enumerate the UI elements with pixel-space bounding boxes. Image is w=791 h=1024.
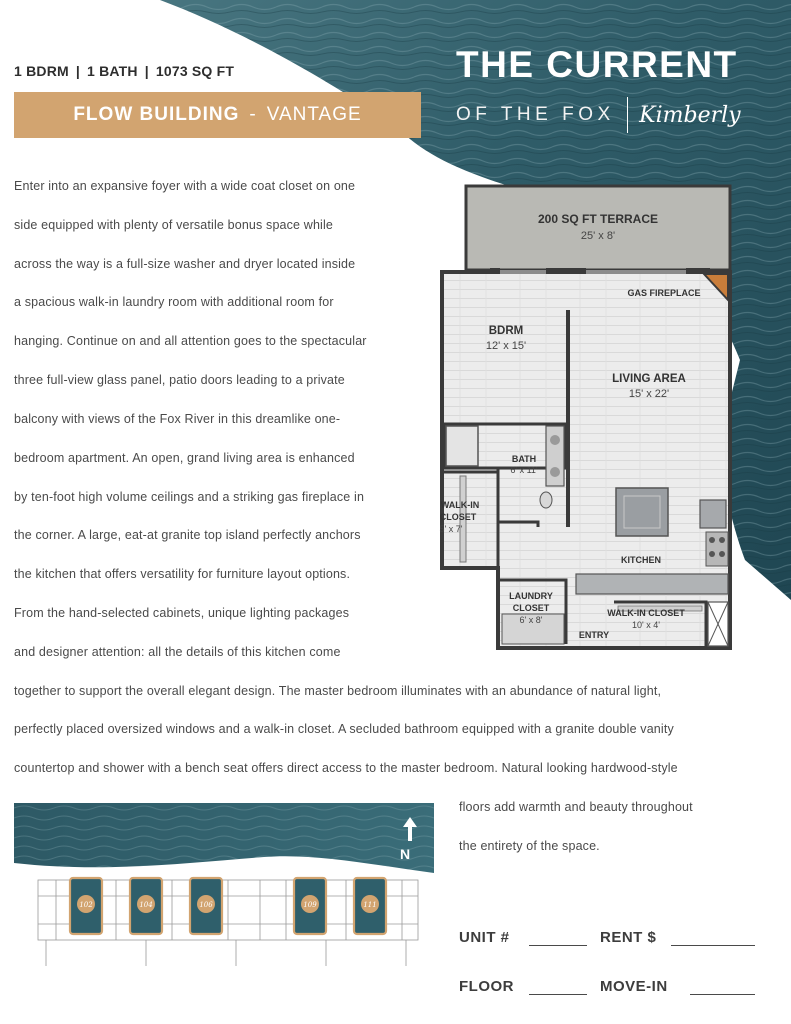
appliance	[700, 500, 726, 528]
description-line: floors add warmth and beauty throughout	[459, 800, 693, 814]
spec-bedrooms: 1 BDRM	[14, 63, 69, 79]
burner	[719, 551, 725, 557]
description-line: balcony with views of the Fox River in this dreamlike one-	[14, 412, 341, 426]
wic1-title-2: CLOSET	[439, 512, 477, 522]
description-line: From the hand-selected cabinets, unique lighting packages	[14, 606, 350, 620]
kitchen-label: KITCHEN	[621, 555, 661, 565]
rent-label: RENT $	[600, 929, 657, 946]
wic2-title: WALK-IN CLOSET	[607, 608, 685, 618]
building-banner	[14, 92, 421, 138]
brand-divider	[627, 97, 629, 133]
brand-subtitle-row	[456, 97, 746, 133]
description-line: countertop and shower with a bench seat offers direct access to the master bedroom. Natural looking hardwood-style	[14, 761, 678, 775]
banner-dash: -	[249, 104, 257, 125]
description-line: the kitchen that offers versatility for furniture layout options.	[14, 567, 351, 581]
sink	[550, 467, 560, 477]
rent-field[interactable]	[671, 945, 755, 946]
description-line: three full-view glass panel, patio doors leading to a private	[14, 373, 345, 387]
keymap-unit: 109	[303, 901, 317, 909]
spec-separator: |	[75, 63, 80, 79]
description-line: Enter into an expansive foyer with a wide coat closet on one	[14, 179, 356, 193]
fireplace-label: GAS FIREPLACE	[627, 288, 701, 298]
description-line: and designer attention: all the details of this kitchen come	[14, 645, 341, 659]
shower	[446, 426, 478, 466]
keymap-unit: 104	[139, 901, 153, 909]
terrace-area	[466, 186, 730, 270]
unit-field[interactable]	[529, 945, 587, 946]
burner	[709, 551, 715, 557]
spec-square-feet: 1073 SQ FT	[155, 63, 235, 79]
description-line: the corner. A large, eat-at granite top island perfectly anchors	[14, 528, 361, 542]
terrace-title: 200 SQ FT TERRACE	[537, 212, 659, 226]
burner	[709, 537, 715, 543]
description-line: side equipped with plenty of versatile bonus space while	[14, 218, 334, 232]
sink	[550, 435, 560, 445]
unit-label: UNIT #	[459, 929, 510, 946]
floor-field[interactable]	[529, 994, 587, 995]
living-title: LIVING AREA	[612, 373, 686, 385]
movein-label: MOVE-IN	[600, 978, 668, 995]
building-keymap	[36, 874, 420, 970]
unit-specs	[14, 63, 234, 79]
description-line: the entirety of the space.	[459, 839, 600, 853]
keymap-unit: 111	[363, 901, 377, 909]
keymap-unit: 102	[79, 901, 93, 909]
bdrm-dim: 12' x 15'	[485, 340, 527, 352]
brand-title: THE CURRENT	[456, 44, 738, 85]
keymap-unit: 106	[199, 901, 213, 909]
floor-plan	[438, 182, 738, 654]
entry-label: ENTRY	[578, 630, 610, 640]
description-line: a spacious walk-in laundry room with additional room for	[14, 295, 334, 309]
north-label: N	[400, 846, 411, 862]
keymap-banner	[14, 803, 434, 873]
range	[706, 532, 728, 566]
kitchen-counter	[576, 574, 728, 594]
window-mark	[546, 268, 586, 274]
wic1-title-1: WALK-IN	[440, 500, 480, 510]
toilet	[540, 492, 552, 508]
burner	[719, 537, 725, 543]
description-line: perfectly placed oversized windows and a walk-in closet. A secluded bathroom equipped with a granite double vanity	[14, 722, 674, 736]
description-line: by ten-foot high volume ceilings and a striking gas fireplace in	[14, 490, 365, 504]
brand-city: Kimberly	[639, 102, 741, 128]
spec-bathrooms: 1 BATH	[87, 63, 138, 79]
brand-subtitle: OF THE FOX	[456, 104, 615, 125]
description-line: together to support the overall elegant design. The master bedroom illuminates with an abundance of natural light,	[14, 684, 662, 698]
living-dim: 15' x 22'	[628, 388, 670, 400]
bath-title: BATH	[511, 454, 537, 464]
description-line: hanging. Continue on and all attention goes to the spectacular	[14, 334, 367, 348]
wic1-dim: 5' x 7'	[439, 524, 463, 534]
description-line: bedroom apartment. An open, grand living area is enhanced	[14, 451, 355, 465]
bdrm-title: BDRM	[488, 325, 524, 337]
bath-dim: 6' x 11'	[510, 465, 538, 475]
laundry-title-2: CLOSET	[512, 603, 550, 613]
wic2-dim: 10' x 4'	[632, 620, 660, 630]
laundry-title-1: LAUNDRY	[509, 591, 553, 601]
movein-field[interactable]	[690, 994, 755, 995]
description-line: across the way is a full-size washer and dryer located inside	[14, 257, 356, 271]
terrace-dim: 25' x 8'	[580, 230, 616, 242]
building-name: FLOW BUILDING	[73, 104, 240, 125]
window-mark	[490, 268, 500, 274]
laundry-dim: 6' x 8'	[519, 615, 543, 625]
brand-logo	[456, 46, 746, 133]
spec-separator: |	[144, 63, 149, 79]
floor-label: FLOOR	[459, 978, 514, 995]
unit-type-name: VANTAGE	[266, 104, 362, 125]
